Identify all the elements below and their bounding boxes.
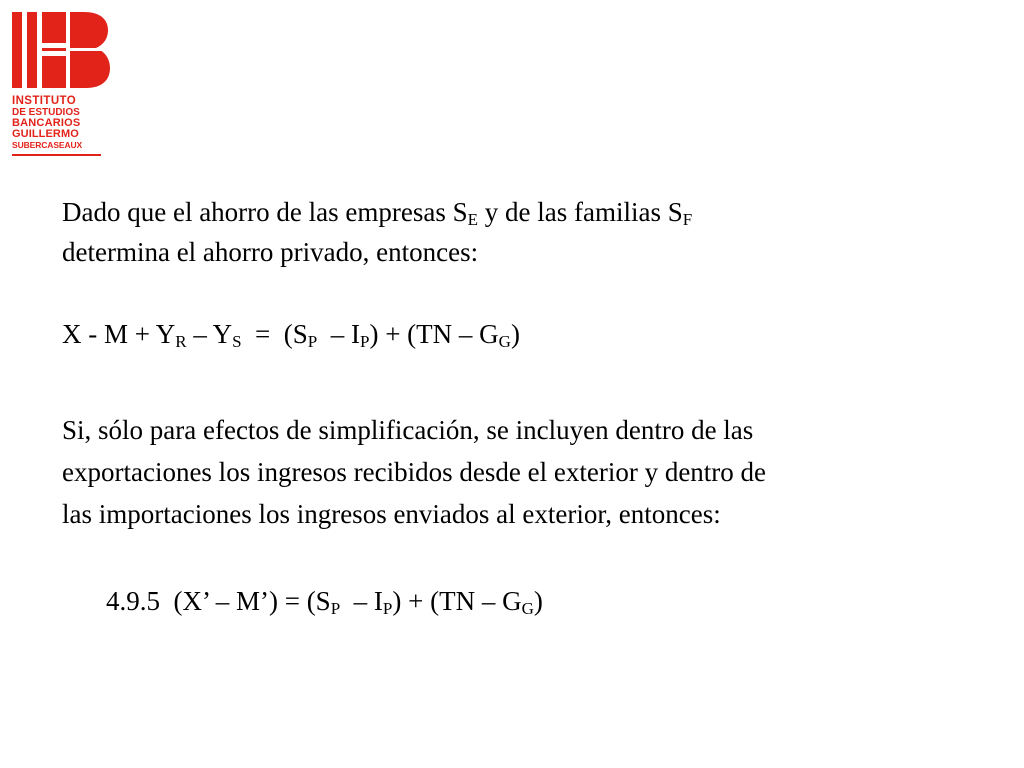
equation-1: $X - M + Y_R - Y_S = (S_P - I_P) + (TN - G_G)$ — [62, 319, 520, 351]
intro-paragraph — [62, 192, 692, 272]
equation-4-9-5: 4.9.5 (X’ – M’) = $(S_P - I_P) + (TN - G_G)$ — [106, 586, 543, 618]
simplification-paragraph — [62, 409, 766, 535]
iibg-logo-mark-icon — [12, 12, 110, 88]
simplification-line-3: las importaciones los ingresos enviados al exterior, entonces: — [62, 499, 721, 529]
intro-line-1: Dado que el ahorro de las empresas $S_E$ y de las familias $S_F$ — [62, 197, 693, 229]
logo-wordmark — [12, 96, 112, 151]
simplification-line-1: Si, sólo para efectos de simplificación, se incluyen dentro de las — [62, 415, 754, 445]
intro-line-2: determina el ahorro privado, entonces: — [62, 237, 479, 267]
logo-line-4: GUILLERMO — [12, 128, 79, 140]
logo-underline — [12, 154, 101, 156]
institute-logo — [12, 12, 112, 162]
simplification-line-2: exportaciones los ingresos recibidos desde el exterior y dentro de — [62, 457, 767, 487]
logo-line-2: DE ESTUDIOS — [12, 107, 80, 118]
logo-line-5: SUBERCASEAUX — [12, 140, 83, 150]
logo-line-3: BANCARIOS — [12, 117, 81, 129]
logo-line-1: INSTITUTO — [12, 95, 77, 107]
